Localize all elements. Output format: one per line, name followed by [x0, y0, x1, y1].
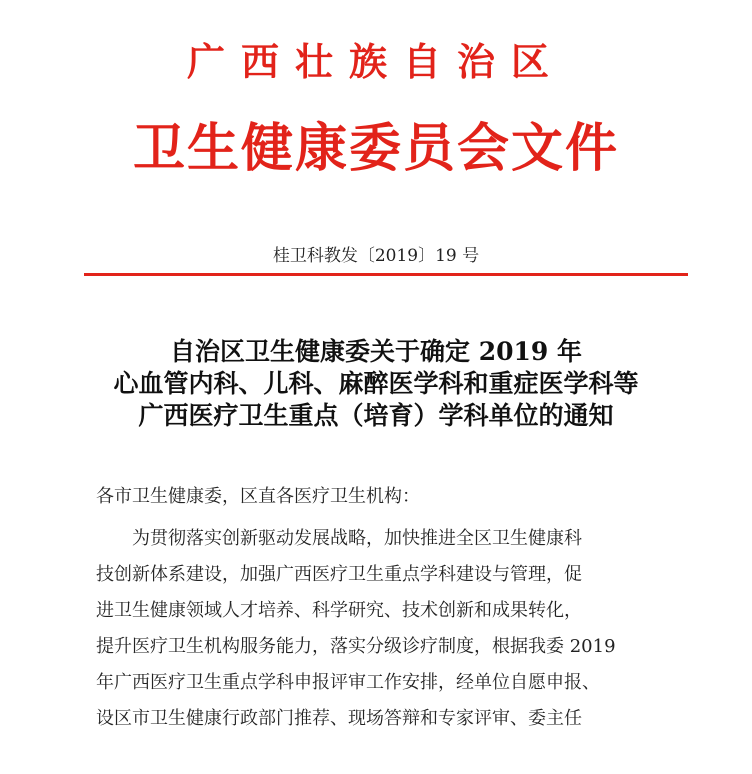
body-line: 进卫生健康领域人才培养、科学研究、技术创新和成果转化， — [96, 600, 582, 621]
red-divider-line — [84, 273, 688, 276]
notice-title — [0, 336, 752, 432]
body-line: 年广西医疗卫生重点学科申报评审工作安排，经单位自愿申报、 — [96, 672, 600, 693]
body-line: 提升医疗卫生机构服务能力，落实分级诊疗制度，根据我委 2019 — [96, 636, 616, 657]
notice-title-line: 自治区卫生健康委关于确定 2019 年 — [170, 337, 582, 366]
notice-title-line: 心血管内科、儿科、麻醉医学科和重症医学科等 — [113, 369, 639, 398]
salutation: 各市卫生健康委，区直各医疗卫生机构： — [96, 486, 420, 507]
issuer-name-line1: 广西壮族自治区 — [186, 39, 565, 84]
body-line: 技创新体系建设，加强广西医疗卫生重点学科建设与管理，促 — [96, 564, 582, 585]
body-line: 设区市卫生健康行政部门推荐、现场答辩和专家评审、委主任 — [96, 708, 582, 729]
body-line: 为贯彻落实创新驱动发展战略，加快推进全区卫生健康科 — [132, 528, 582, 549]
notice-title-line: 广西医疗卫生重点（培育）学科单位的通知 — [138, 401, 614, 430]
document-number: 桂卫科教发〔2019〕19 号 — [272, 246, 480, 266]
body-paragraph — [96, 521, 696, 737]
issuer-name-line2: 卫生健康委员会文件 — [132, 118, 619, 179]
